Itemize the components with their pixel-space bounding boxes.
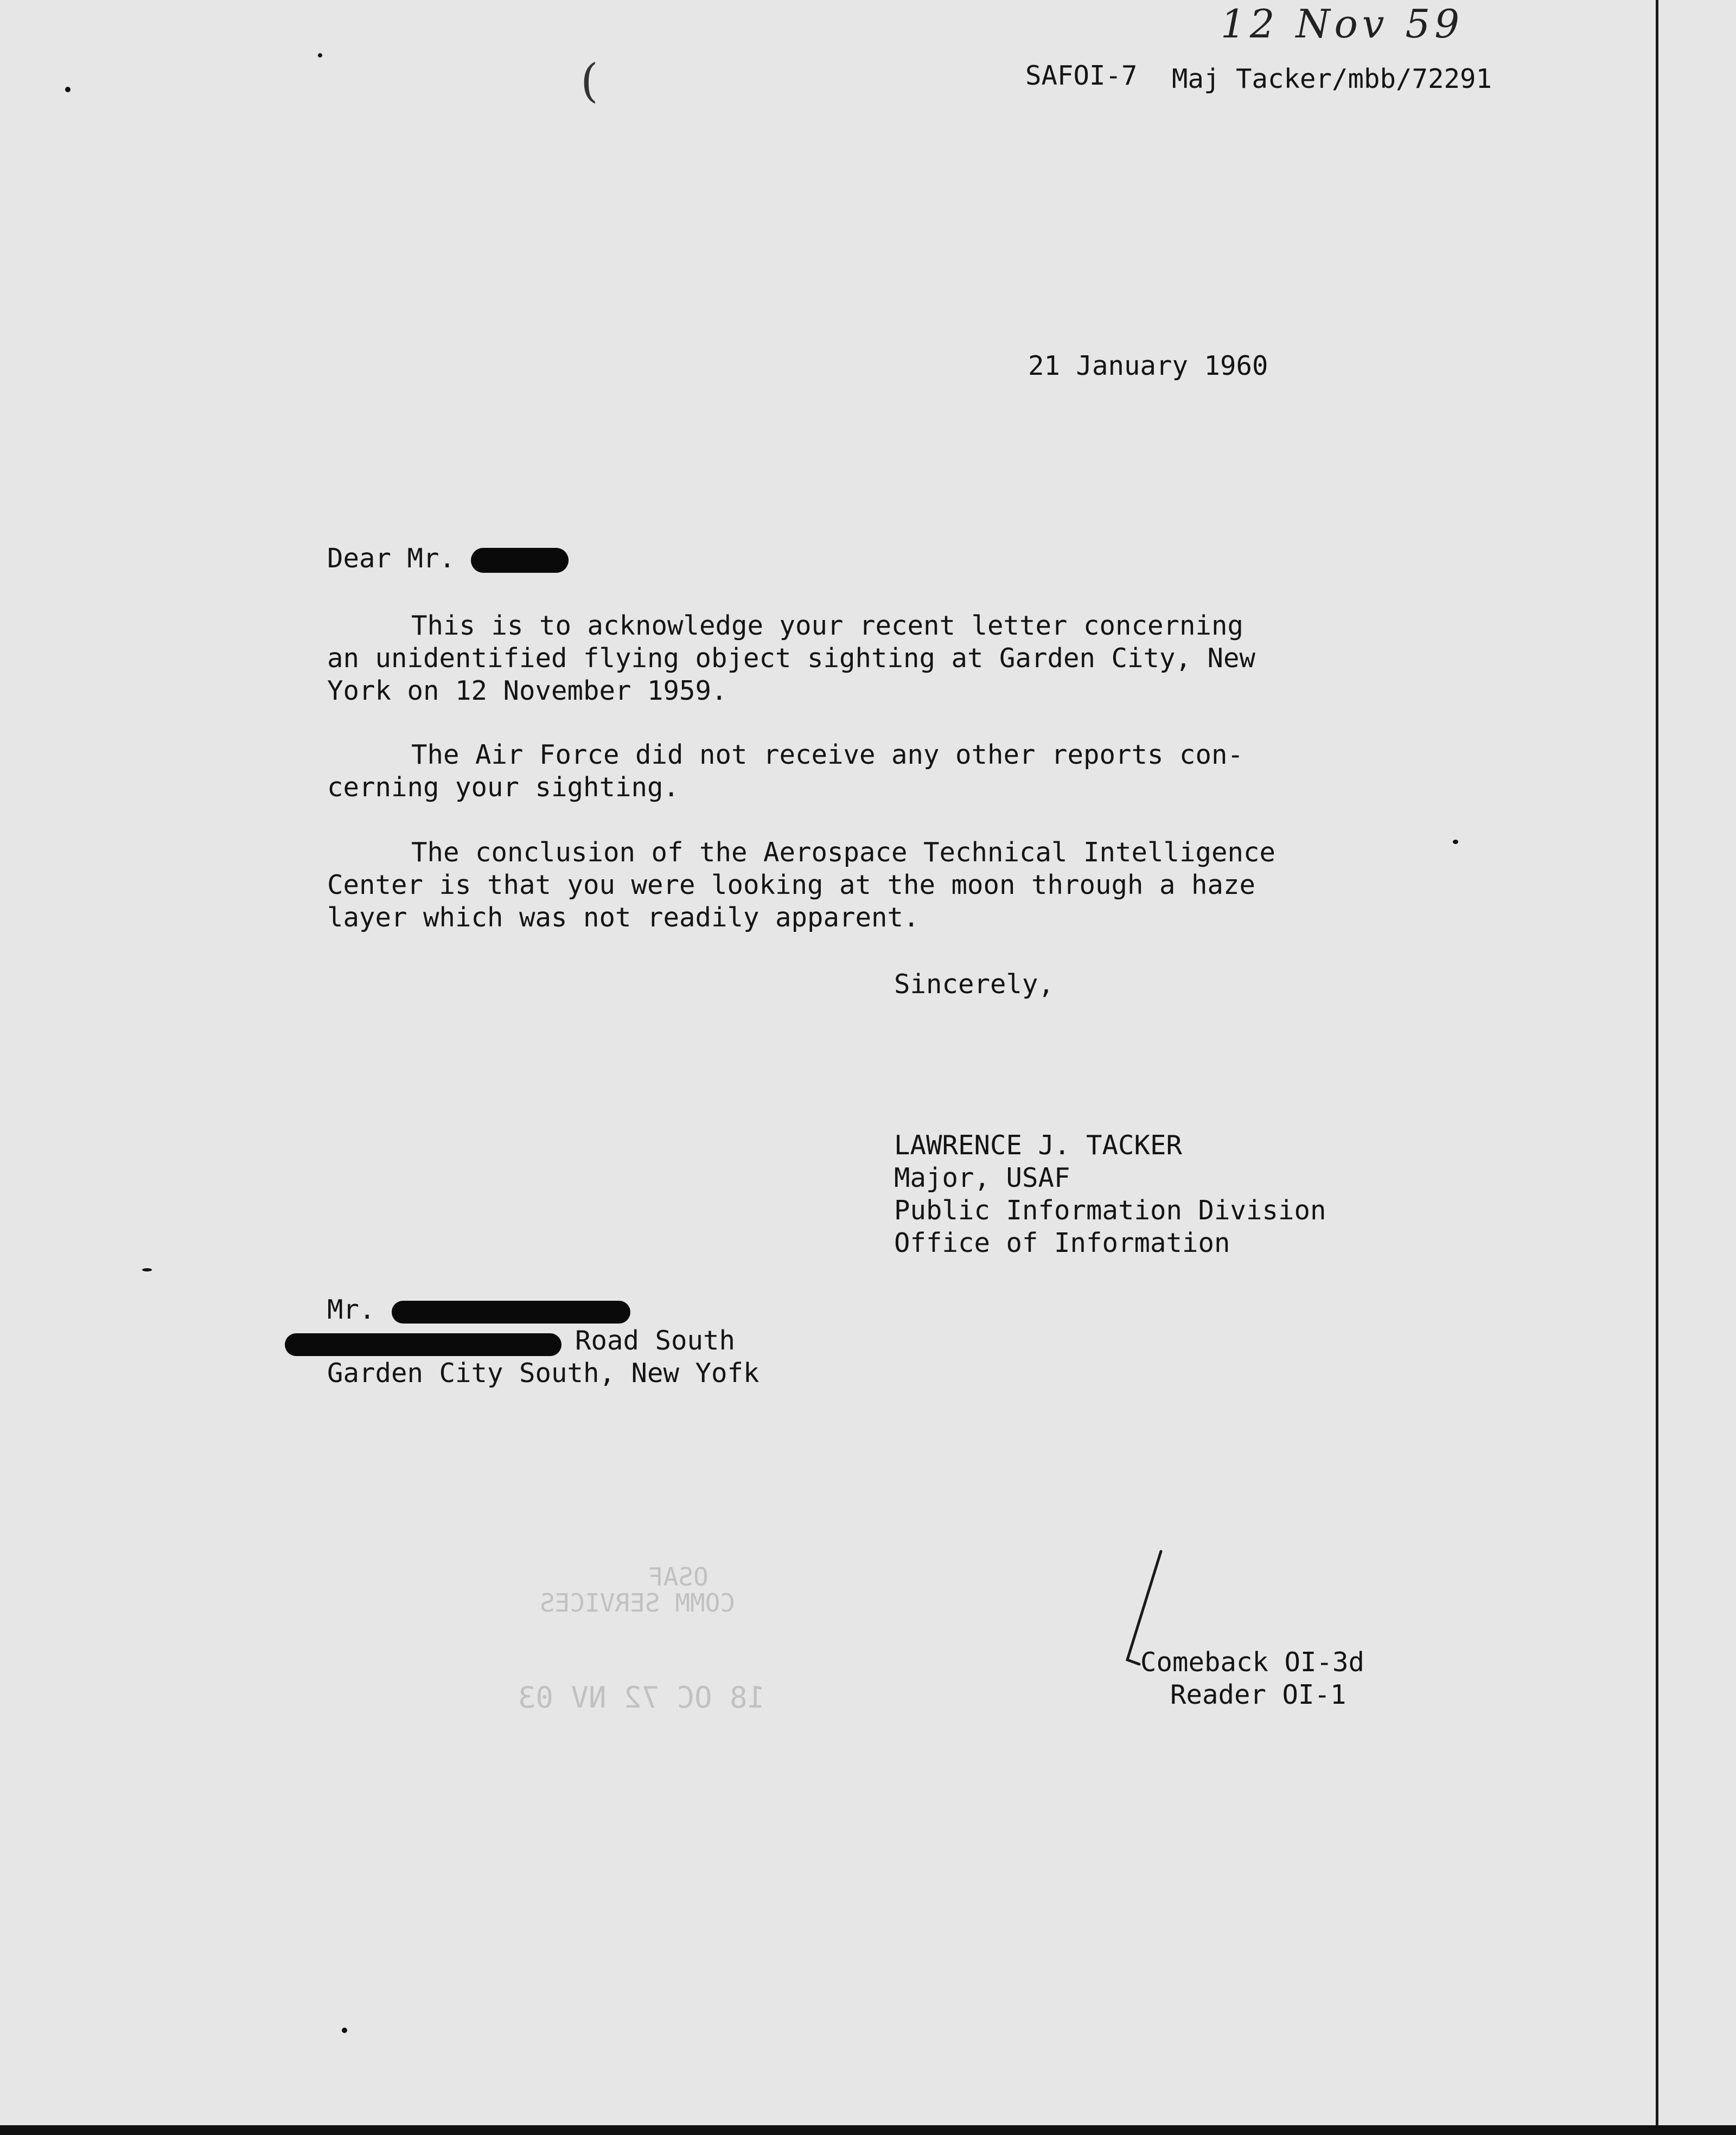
office-symbol: Maj Tacker/mbb/72291 [1172,63,1492,94]
signer-office: Office of Information [894,1228,1230,1258]
distribution-line-1: Comeback OI-3d [1140,1647,1365,1678]
speck [318,53,322,57]
page-edge-line [1656,0,1658,2135]
paragraph-3-line-3: layer which was not readily apparent. [327,902,920,933]
handwritten-date: 12 Nov 59 [1221,1,1464,47]
routing-code: SAFOI-7 [1025,60,1138,91]
salutation: Dear Mr. [327,543,456,574]
page-bottom-edge [0,2125,1736,2135]
signer-division: Public Information Division [894,1195,1326,1226]
closing: Sincerely, [894,969,1055,1000]
address-line-1: Mr. [327,1294,375,1325]
signer-name: LAWRENCE J. TACKER [894,1130,1183,1161]
paragraph-1-line-3: York on 12 November 1959. [327,675,727,706]
redaction-mark [471,548,569,573]
speck [142,1268,152,1271]
paragraph-1-line-2: an unidentified flying object sighting at Garden City, New [327,643,1256,674]
bleed-through-stamp-line-3: 18 OC 72 NV 03 [518,1680,765,1715]
distribution-line-2: Reader OI-1 [1170,1679,1346,1710]
paragraph-3-line-2: Center is that you were looking at the moon through a haze [327,870,1256,900]
paragraph-2-line-2: cerning your sighting. [327,772,680,803]
speck [1453,840,1458,844]
address-line-2: Road South [575,1325,736,1356]
paragraph-3-line-1: The conclusion of the Aerospace Technical Intelligence [411,837,1276,868]
letter-date: 21 January 1960 [1028,350,1268,381]
paragraph-1-line-1: This is to acknowledge your recent letter concerning [411,610,1244,641]
bleed-through-stamp-line-1: OSAF [648,1562,709,1591]
redaction-mark [285,1333,561,1356]
paragraph-2-line-1: The Air Force did not receive any other reports con- [411,739,1244,770]
bleed-through-stamp-line-2: COMM SERVICES [540,1588,736,1618]
stray-parenthesis-mark: ( [580,54,598,107]
signer-rank: Major, USAF [894,1162,1070,1193]
address-line-3: Garden City South, New Yofk [327,1358,760,1389]
speck [342,2028,347,2033]
speck [65,87,71,92]
redaction-mark [392,1301,630,1324]
